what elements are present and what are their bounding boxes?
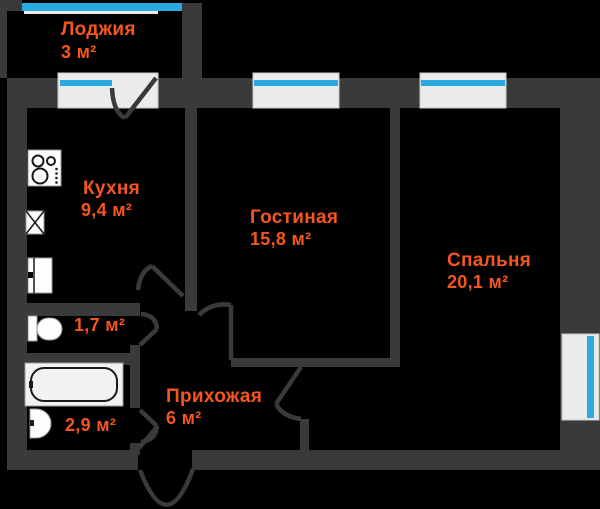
bottom-wall-left [7,450,138,470]
bedroom-door-stub-wall [300,419,309,452]
wc-right-wall-mid [130,345,140,408]
fridge-icon [28,258,52,293]
bedroom-room-area: 20,1 м² [447,272,509,292]
hallway-room-name: Прихожая [166,386,263,407]
kitchen-room-name: Кухня [83,178,141,199]
bedroom-door-swing-icon [276,367,301,419]
balcony-window-glass [60,80,112,86]
kitchen-room-area: 9,4 м² [81,200,133,220]
living-door-swing-icon [199,304,231,360]
living-room-area: 15,8 м² [250,229,312,249]
kitchen-door-swing-icon [138,266,183,296]
left-outer-wall [7,78,27,470]
kitchen-sink-icon [26,211,44,234]
bottom-wall-right [192,450,600,470]
bedroom-room-name: Спальня [447,250,532,271]
toilet-icon [28,316,62,341]
kitchen-fixtures [26,150,61,293]
bathtub-icon [25,363,123,406]
living-window-icon [253,73,339,108]
balcony-unit-window-icon [58,73,158,108]
loggia-glazing-window-icon [22,3,182,11]
stove-icon [28,150,61,186]
wc-room-area: 1,7 м² [74,315,126,335]
kitchen-living-wall [185,108,197,311]
doors [112,78,301,505]
loggia-corner-wall [0,0,22,11]
washbasin-icon [30,409,51,438]
living-bedroom-wall [390,108,400,367]
entrance-door-swing-icon [138,427,193,505]
loggia-left-wall [0,11,7,78]
living-window-glass [254,80,338,86]
loggia-room-name: Лоджия [61,19,136,40]
living-room-name: Гостиная [250,207,339,228]
corridor-top-wall [231,358,400,367]
loggia-glazing-frame [24,11,158,14]
bedroom-top-window-icon [420,73,506,108]
hallway-room-area: 6 м² [166,408,202,428]
wc-door-swing-icon [140,314,157,345]
bathroom-room-area: 2,9 м² [65,415,117,435]
bedroom-side-window-glass [587,336,594,418]
bedroom-top-window-glass [421,80,505,86]
loggia-room-area: 3 м² [61,42,97,62]
wc-right-wall-upper [130,303,140,315]
